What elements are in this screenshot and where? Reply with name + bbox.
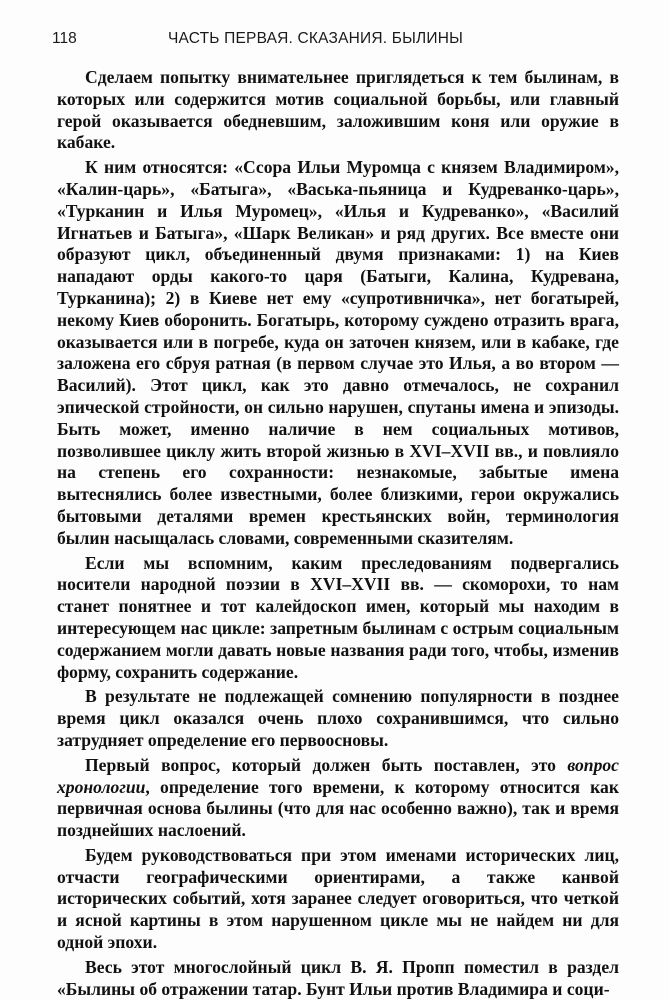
paragraph-7: Весь этот многослойный цикл В. Я. Пропп поместил в раздел «Былины об отражении татар. Бунт Ильи против Владимира и соци- <box>57 956 619 999</box>
paragraph-5-emphasis: вопрос хронологии <box>57 754 619 797</box>
paragraph-5-rest: , определение того времени, к которому относится как первичная основа былины (что для нас особенно важно), так и время позднейших наслоений. <box>57 776 619 841</box>
body-text <box>57 67 619 1000</box>
paragraph-1: Сделаем попытку внимательнее приглядеться к тем былинам, в которых или содержится мотив социальной борьбы, или главный герой оказывается обедневшим, заложившим коня или оружие в кабаке. <box>57 67 619 153</box>
paragraph-5 <box>57 755 619 842</box>
section-title: ЧАСТЬ ПЕРВАЯ. СКАЗАНИЯ. БЫЛИНЫ <box>168 30 464 47</box>
paragraph-4: В результате не подлежащей сомнению популярности в позднее время цикл оказался очень плохо сохранившимся, что сильно затрудняет определение его первоосновы. <box>57 686 619 750</box>
paragraph-5-lead: Первый вопрос, который должен быть поставлен, это <box>85 754 568 775</box>
page-number: 118 <box>52 30 77 47</box>
running-header <box>52 30 621 52</box>
paragraph-2: К ним относятся: «Ссора Ильи Муромца с князем Владимиром», «Калин-царь», «Батыга», «Васька-пьяница и Кудреванко-царь», «Турканин и Илья Муромец», «Илья и Кудреванко», «Василий Игнатьев и Батыга», «Шарк Великан» и ряд других. Все вместе они образуют цикл, объединенный двумя признаками: 1) на Киев нападают орды какого-то царя (Батыги, Калина, Кудревана, Турканина); 2) в Киеве нет ему «супротивничка», нет богатырей, некому Киев оборонить. Богатырь, которому суждено отразить врага, оказывается или в погребе, куда он заточен князем, или в кабаке, где заложена его сбруя ратная (в первом случае это Илья, а во втором — Василий). Этот цикл, как это давно отмечалось, не сохранил эпической стройности, он сильно нарушен, спутаны имена и эпизоды. Быть может, именно наличие в нем социальных мотивов, позволившее циклу жить второй жизнью в XVI–XVII вв., и повлияло на степень его сохранности: незнакомые, забытые имена вытеснялись более известными, более близкими, герои окружались бытовыми деталями времен крестьянских войн, терминология былин насыщалась словами, современными сказителям. <box>57 157 619 548</box>
paragraph-3: Если мы вспомним, каким преследованиям подвергались носители народной поэзии в XVI–XVII вв. — скоморохи, то нам станет понятнее и тот калейдоскоп имен, который мы находим в интересующем нас цикле: запретным былинам с острым социальным содержанием могли давать новые названия ради того, чтобы, изменив форму, сохранить содержание. <box>57 552 619 682</box>
paragraph-6: Будем руководствоваться при этом именами исторических лиц, отчасти географическими ориентирами, а также канвой исторических событий, хотя заранее следует оговориться, что четкой и ясной картины в этом нарушенном цикле мы не найдем ни для одной эпохи. <box>57 844 619 953</box>
